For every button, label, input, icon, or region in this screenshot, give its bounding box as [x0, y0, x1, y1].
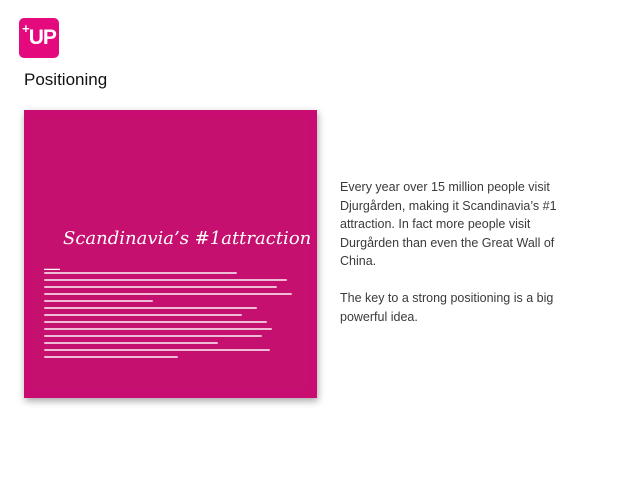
- fact-line: [44, 356, 178, 358]
- fact-line: [44, 307, 257, 309]
- slide-inner-panel: [32, 118, 312, 390]
- fact-line: [44, 342, 218, 344]
- page-title: Positioning: [24, 70, 108, 89]
- body-paragraph-1: Every year over 15 million people visit Djurgården, making it Scandinavia’s #1 attraction. In fact more people visit Durgården than even the Great Wall of China.: [340, 180, 557, 269]
- fact-line: [44, 279, 287, 281]
- logo-plus: +: [22, 21, 29, 36]
- body-paragraph-2: The key to a strong positioning is a big powerful idea.: [340, 290, 554, 324]
- slide-heading: Scandinavia’s #1attraction: [63, 228, 312, 249]
- fact-line: [44, 314, 242, 316]
- fact-line: [44, 321, 267, 323]
- fact-line: [44, 293, 292, 295]
- slide-facts-title: ▬▬▬▬: [44, 266, 60, 271]
- slide-thumbnail: [24, 110, 317, 398]
- fact-line: [44, 300, 153, 302]
- fact-line: [44, 335, 262, 337]
- fact-line: [44, 328, 272, 330]
- fact-line: [44, 349, 270, 351]
- slide-fact-lines: [44, 272, 292, 363]
- fact-line: [44, 272, 237, 274]
- up-logo: [19, 18, 59, 58]
- logo-text: UP: [28, 26, 56, 49]
- fact-line: [44, 286, 277, 288]
- body-text: [340, 178, 590, 344]
